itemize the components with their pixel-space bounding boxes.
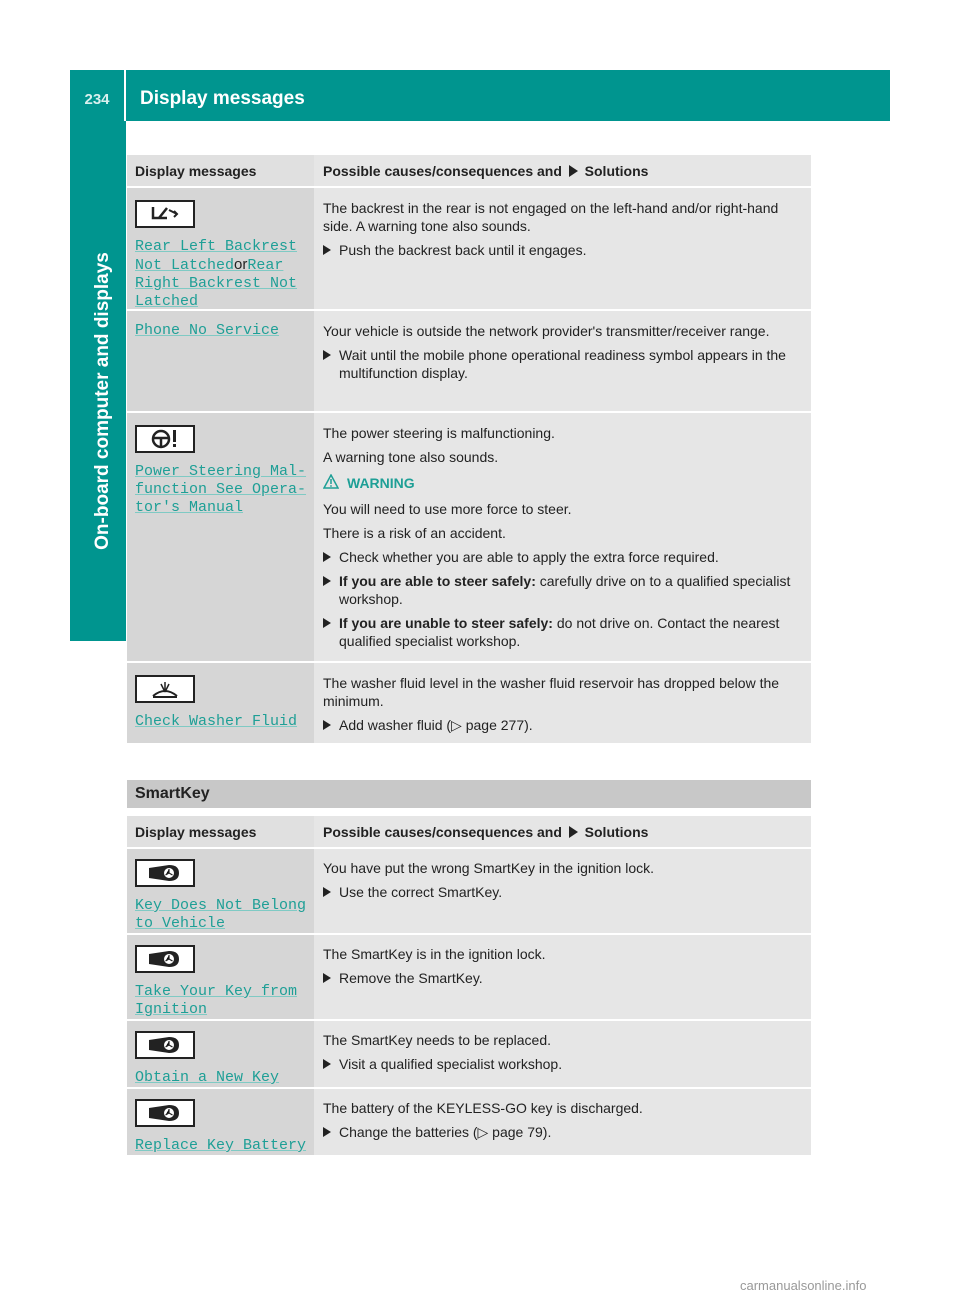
table-header: Display messages Possible causes/consequences and Solutions — [127, 816, 811, 849]
footer-watermark: carmanualsonline.info — [740, 1278, 867, 1293]
seat-backrest-icon — [135, 200, 195, 228]
message-text: Replace Key Battery — [135, 1137, 307, 1154]
display-messages-table — [127, 155, 811, 745]
table-row: Power Steering Mal‐ function See Opera‐ tor's Manual The power steering is malfunctioning. A warning tone also sounds. WARNING You will need to use more force to steer. There is a risk of an accident. Check whether you are able to apply the extra force required. If you are able to steer safely: carefully drive on to a qualified specialist workshop. If you are unable to steer safely: do not drive on. Contact the nearest qualified specialist workshop. — [127, 413, 811, 663]
message-text: Take Your Key from Ignition — [135, 983, 298, 1018]
table-row: Key Does Not Belong to Vehicle You have put the wrong SmartKey in the ignition lock. Use the correct SmartKey. — [127, 849, 811, 935]
smartkey-icon — [135, 1099, 195, 1127]
col-causes-solutions: Possible causes/consequences and Solutions — [323, 163, 649, 179]
smartkey-table — [127, 816, 811, 1157]
table-row: Take Your Key from Ignition The SmartKey is in the ignition lock. Remove the SmartKey. — [127, 935, 811, 1021]
message-text: Obtain a New Key — [135, 1069, 280, 1086]
table-row: Phone No Service Your vehicle is outside the network provider's transmitter/receiver range. Wait until the mobile phone operational readiness symbol appears in the multifunction display. — [127, 311, 811, 413]
col-display-messages: Display messages — [127, 155, 314, 186]
message-text: Power Steering Mal‐ function See Opera‐ tor's Manual — [135, 463, 307, 516]
side-tab-label: On-board computer and displays — [92, 252, 113, 550]
section-title-smartkey: SmartKey — [127, 780, 811, 808]
message-text: Phone No Service — [135, 322, 280, 339]
table-row: Replace Key Battery The battery of the KEYLESS-GO key is discharged. Change the batteries (▷ page 79). — [127, 1089, 811, 1157]
page-title: Display messages — [140, 87, 305, 109]
arrow-icon — [569, 826, 578, 838]
side-tab — [70, 121, 126, 641]
smartkey-icon — [135, 859, 195, 887]
smartkey-icon — [135, 945, 195, 973]
page-header — [70, 70, 890, 121]
message-text: Rear Left Backrest Not LatchedorRear Right Backrest Not Latched — [135, 238, 298, 310]
message-text: Check Washer Fluid — [135, 713, 298, 730]
table-row: Check Washer Fluid The washer fluid level in the washer fluid reservoir has dropped below the minimum. Add washer fluid (▷ page 277). — [127, 663, 811, 745]
message-text: Key Does Not Belong to Vehicle — [135, 897, 307, 932]
table-header — [127, 155, 811, 188]
table-row: Rear Left Backrest Not LatchedorRear Right Backrest Not Latched The backrest in the rear is not engaged on the left-hand and/or right-hand side. A warning tone also sounds. Push the backrest back until it engages. — [127, 188, 811, 311]
page-number: 234 — [70, 70, 126, 121]
table-row: Obtain a New Key The SmartKey needs to be replaced. Visit a qualified specialist workshop. — [127, 1021, 811, 1089]
smartkey-icon — [135, 1031, 195, 1059]
warning-triangle-icon — [323, 474, 339, 492]
warning-label: WARNING — [323, 474, 805, 492]
arrow-icon — [569, 165, 578, 177]
washer-fluid-icon — [135, 675, 195, 703]
steering-wheel-warning-icon — [135, 425, 195, 453]
